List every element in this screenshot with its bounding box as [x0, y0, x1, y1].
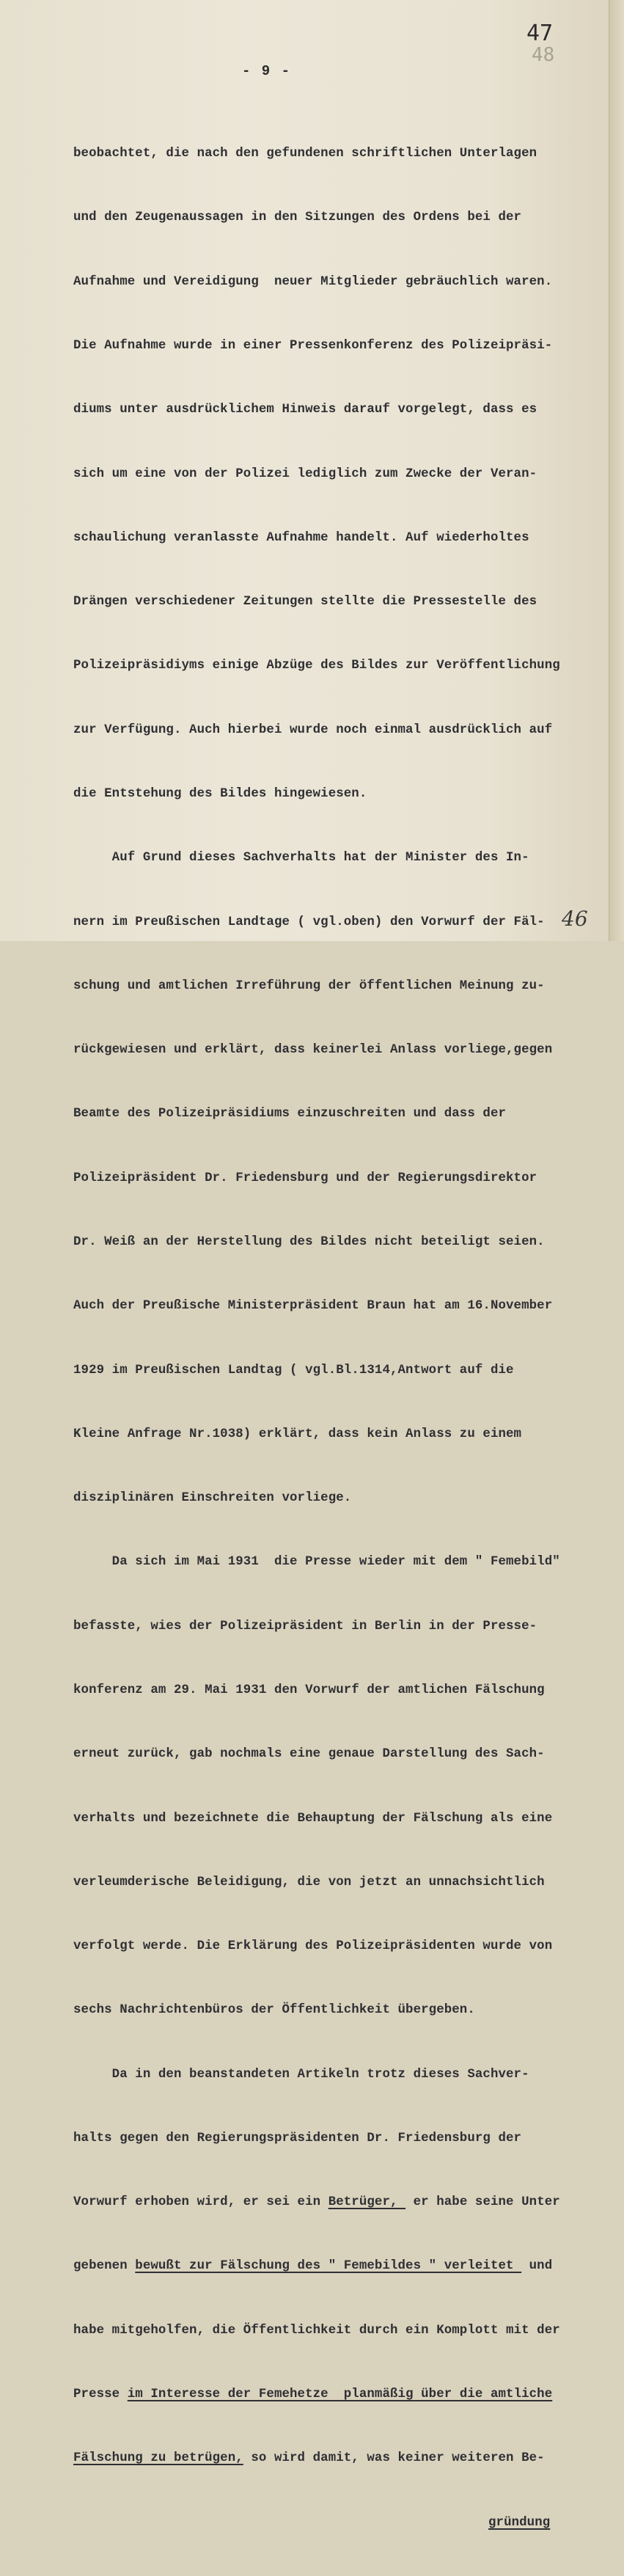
text-line: Dr. Weiß an der Herstellung des Bildes nicht beteiligt seien. — [73, 1234, 545, 1249]
text-line: schaulichung veranlasste Aufnahme handelt. Auf wiederholtes — [73, 530, 529, 545]
text-line: verhalts und bezeichnete die Behauptung der Fälschung als eine — [73, 1811, 553, 1826]
page-edge — [609, 0, 624, 941]
text-line: Polizeipräsidiyms einige Abzüge des Bildes zur Veröffentlichung — [73, 659, 560, 673]
text-line: sechs Nachrichtenbüros der Öffentlichkeit übergeben. — [73, 2003, 475, 2018]
text-line: schung und amtlichen Irreführung der öffentlichen Meinung zu- — [73, 978, 545, 993]
text-line: und den Zeugenaussagen in den Sitzungen des Ordens bei der — [73, 211, 522, 225]
underlined-phrase: bewußt zur Fälschung des " Femebildes " verleitet — [135, 2259, 522, 2274]
text-fragment: gebenen — [73, 2259, 136, 2274]
typewritten-body — [73, 100, 609, 2576]
text-fragment: Vorwurf erhoben wird, er sei ein — [73, 2195, 328, 2210]
text-line: disziplinären Einschreiten vorliege. — [73, 1491, 352, 1506]
text-line: zur Verfügung. Auch hierbei wurde noch einmal ausdrücklich auf — [73, 722, 553, 737]
underlined-phrase: Fälschung zu betrügen, — [73, 2451, 243, 2466]
text-line: rückgewiesen und erklärt, dass keinerlei Anlass vorliege,gegen — [73, 1043, 553, 1058]
page-number: - 9 - — [242, 63, 292, 79]
text-line: Drängen verschiedener Zeitungen stellte die Pressestelle des — [73, 595, 537, 610]
text-line: Da sich im Mai 1931 die Presse wieder mit dem " Femebild" — [73, 1555, 560, 1570]
text-line: Auf Grund dieses Sachverhalts hat der Minister des In- — [73, 851, 529, 866]
folio-number-bottom-handwritten: 46 — [562, 907, 588, 931]
text-line-underlined — [73, 2192, 609, 2213]
text-line: Auch der Preußische Ministerpräsident Braun hat am 16.November — [73, 1299, 553, 1314]
text-line: nern im Preußischen Landtage ( vgl.oben) den Vorwurf der Fäl- — [73, 915, 545, 929]
text-line: verfolgt werde. Die Erklärung des Polizeipräsidenten wurde von — [73, 1939, 553, 1954]
text-line: 1929 im Preußischen Landtag ( vgl.Bl.1314,Antwort auf die — [73, 1363, 514, 1377]
text-line-underlined — [73, 2512, 609, 2533]
text-line: Die Aufnahme wurde in einer Pressenkonferenz des Polizeipräsi- — [73, 339, 553, 354]
underlined-phrase: im Interesse der Femehetze planmäßig über die amtliche — [127, 2387, 553, 2402]
text-line: sich um eine von der Polizei lediglich zum Zwecke der Veran- — [73, 466, 537, 481]
underlined-phrase: Betrüger, — [328, 2195, 406, 2210]
text-fragment: Presse — [73, 2387, 128, 2402]
text-line: habe mitgeholfen, die Öffentlichkeit durch ein Komplott mit der — [73, 2323, 560, 2338]
text-line: erneut zurück, gab nochmals eine genaue Darstellung des Sach- — [73, 1747, 545, 1762]
text-fragment: und — [521, 2259, 553, 2274]
text-fragment: er habe seine Unter — [405, 2195, 560, 2210]
text-line: Beamte des Polizeipräsidiums einzuschreiten und dass der — [73, 1107, 507, 1121]
text-line: verleumderische Beleidigung, die von jetzt an unnachsichtlich — [73, 1875, 545, 1889]
text-line: Aufnahme und Vereidigung neuer Mitglieder gebräuchlich waren. — [73, 274, 553, 289]
text-line-underlined — [73, 2255, 609, 2277]
text-line: beobachtet, die nach den gefundenen schriftlichen Unterlagen — [73, 147, 537, 161]
text-line-underlined — [73, 2384, 609, 2405]
text-line: konferenz am 29. Mai 1931 den Vorwurf der amtlichen Fälschung — [73, 1683, 545, 1697]
text-fragment: so wird damit, was keiner weiteren Be- — [243, 2451, 545, 2466]
text-line-underlined — [73, 2448, 609, 2469]
text-line: Kleine Anfrage Nr.1038) erklärt, dass kein Anlass zu einem — [73, 1427, 522, 1441]
folio-number-top: 47 — [526, 21, 554, 46]
underlined-phrase: gründung — [488, 2515, 551, 2530]
text-line: halts gegen den Regierungspräsidenten Dr. Friedensburg der — [73, 2131, 522, 2145]
folio-number-faded: 48 — [532, 44, 555, 66]
text-line: befasste, wies der Polizeipräsident in Berlin in der Presse- — [73, 1619, 537, 1633]
text-line: die Entstehung des Bildes hingewiesen. — [73, 787, 367, 801]
text-line: diums unter ausdrücklichem Hinweis darauf vorgelegt, dass es — [73, 403, 537, 417]
text-line: Da in den beanstandeten Artikeln trotz dieses Sachver- — [73, 2067, 529, 2082]
text-line: Polizeipräsident Dr. Friedensburg und der Regierungsdirektor — [73, 1171, 537, 1185]
